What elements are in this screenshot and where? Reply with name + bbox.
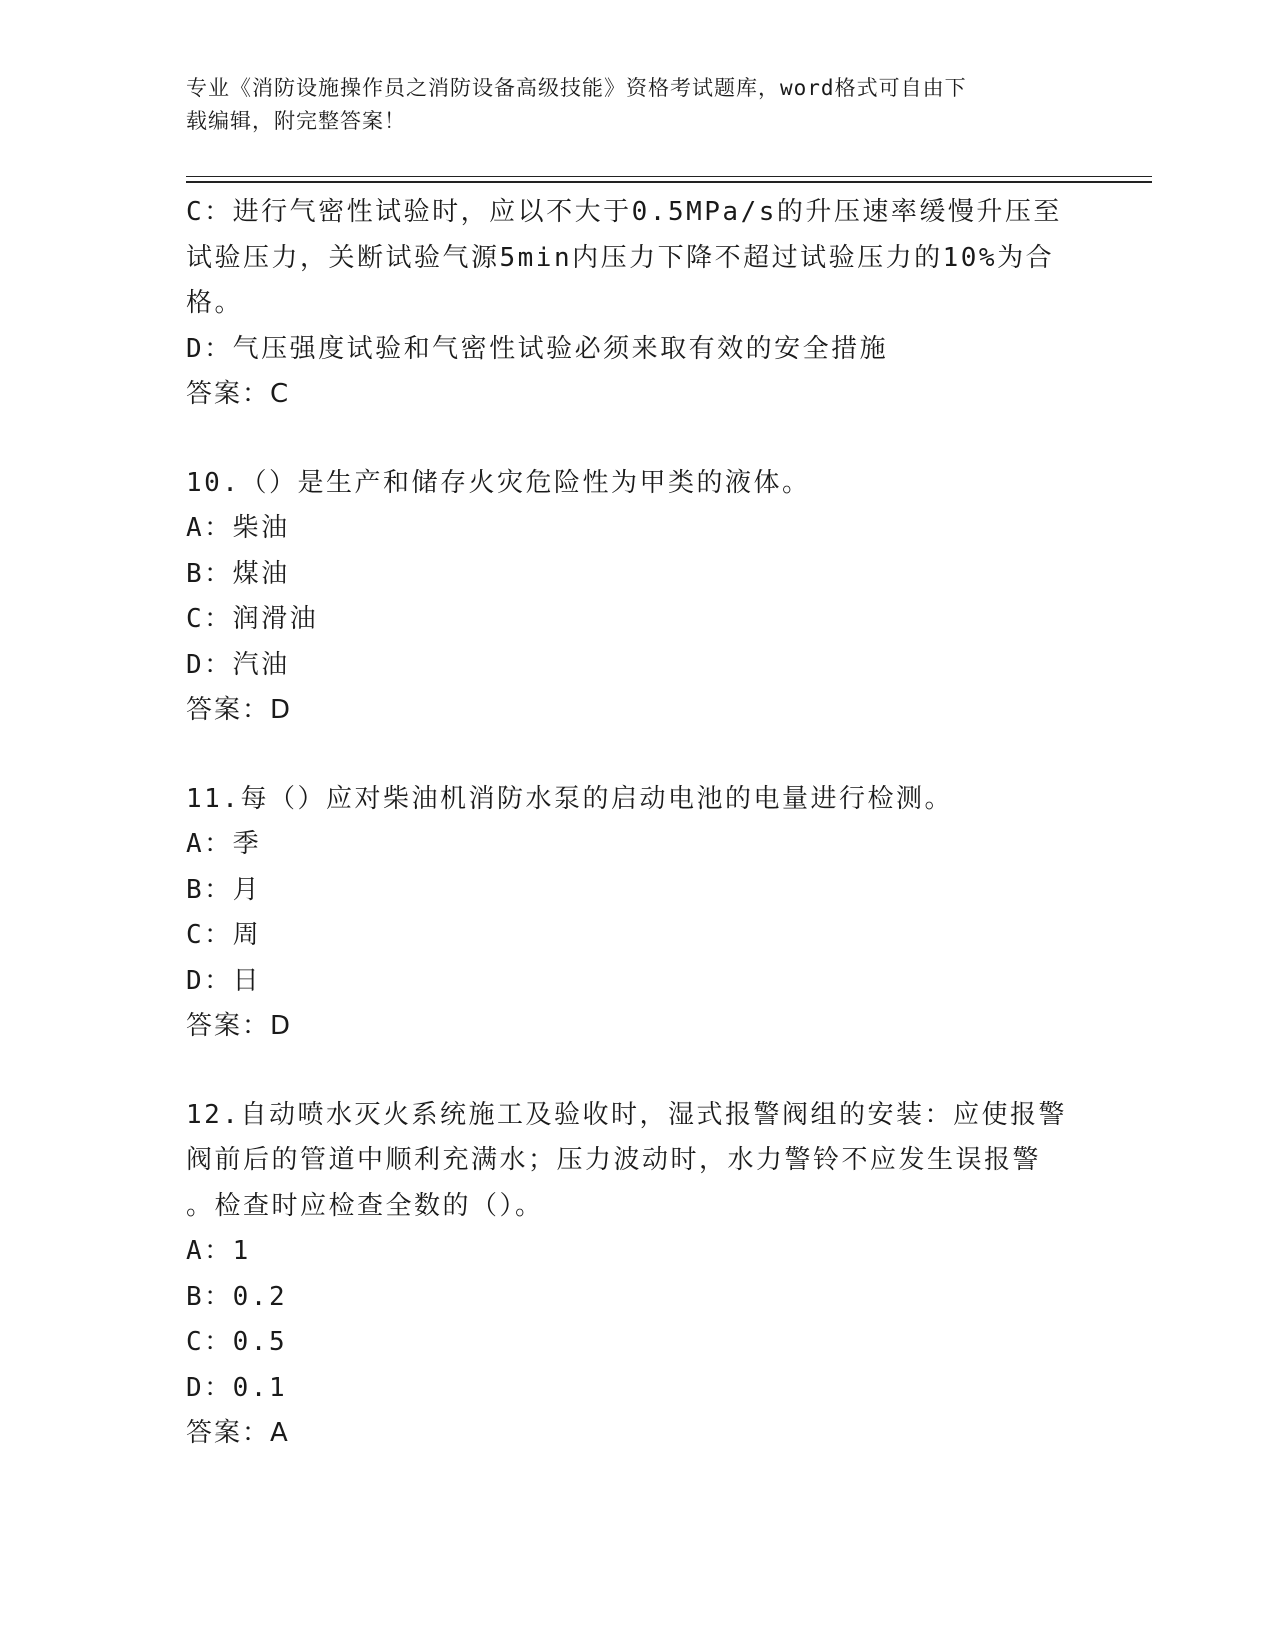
question-10 (186, 461, 1086, 734)
option-d: D：日 (186, 965, 262, 996)
question-stem: 11.每（）应对柴油机消防水泵的启动电池的电量进行检测。 (186, 783, 953, 814)
option-a: A：季 (186, 829, 262, 859)
option-c: C：周 (186, 920, 262, 950)
question-stem: 10.（）是生产和储存火灾危险性为甲类的液体。 (186, 467, 811, 498)
option-a: A：1 (186, 1236, 251, 1266)
question-stem-line-3: 。检查时应检查全数的（）。 (186, 1190, 544, 1221)
header-line-2: 载编辑，附完整答案！ (186, 109, 406, 133)
header-divider-thick (186, 181, 1152, 183)
spacer (186, 1050, 1086, 1093)
answer: 答案：C (186, 379, 291, 409)
option-c: C：润滑油 (186, 604, 319, 634)
header-divider-thin (186, 176, 1152, 177)
option-d: D：汽油 (186, 649, 290, 680)
spacer (186, 734, 1086, 777)
option-b: B：0.2 (186, 1281, 288, 1312)
option-c: C：0.5 (186, 1327, 288, 1357)
question-stem-line-2: 阀前后的管道中顺利充满水；压力波动时，水力警铃不应发生误报警 (186, 1145, 1042, 1175)
question-11 (186, 777, 1086, 1050)
option-d: D：气压强度试验和气密性试验必须来取有效的安全措施 (186, 333, 889, 364)
option-b: B：月 (186, 874, 262, 905)
option-c-line-1: C：进行气密性试验时，应以不大于0.5MPa/s的升压速率缓慢升压至 (186, 197, 1062, 227)
answer: 答案：D (186, 1011, 293, 1041)
option-b: B：煤油 (186, 558, 290, 589)
option-c-line-2: 试验压力，关断试验气源5min内压力下降不超过试验压力的10%为合 (186, 242, 1055, 273)
option-d: D：0.1 (186, 1372, 288, 1403)
spacer (186, 418, 1086, 461)
answer: 答案：A (186, 1418, 290, 1448)
question-9-tail (186, 190, 1086, 418)
question-stem-line-1: 12.自动喷水灭火系统施工及验收时，湿式报警阀组的安装：应使报警 (186, 1099, 1067, 1130)
answer: 答案：D (186, 695, 293, 725)
question-12 (186, 1093, 1086, 1457)
header-line-1: 专业《消防设施操作员之消防设备高级技能》资格考试题库，word格式可自由下 (186, 76, 967, 100)
option-a: A：柴油 (186, 513, 290, 543)
option-c-line-3: 格。 (186, 288, 244, 318)
question-list (186, 190, 1086, 1457)
document-header (186, 72, 1066, 138)
